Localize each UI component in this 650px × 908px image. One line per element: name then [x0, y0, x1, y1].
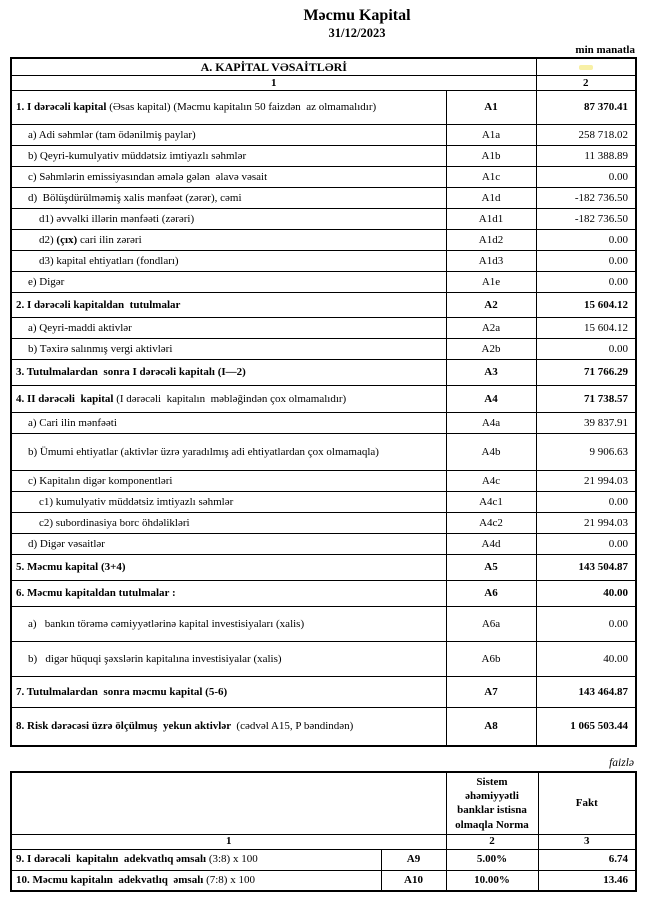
- row-label-text: b) Ümumi ehtiyatlar (aktivlər üzrə yaradılmış adi ehtiyatlardan çox olmamaqla): [28, 445, 379, 458]
- row-label-text: a) Qeyri-maddi aktivlər: [28, 321, 132, 334]
- row-label: [11, 607, 446, 642]
- row-value: 39 837.91: [536, 413, 636, 434]
- ratio-column-number-row: [11, 834, 636, 849]
- row-code: A5: [446, 555, 536, 581]
- row-value: 0.00: [536, 492, 636, 513]
- row-label: [11, 251, 446, 272]
- row-value: 11 388.89: [536, 146, 636, 167]
- col-number-value: 2: [536, 76, 636, 91]
- row-value: 0.00: [536, 230, 636, 251]
- row-label-bold-text: 10. Məcmu kapitalın adekvatlıq əmsalı: [16, 874, 207, 887]
- row-label: [11, 272, 446, 293]
- report-date: 31/12/2023: [328, 26, 386, 41]
- row-label: [11, 146, 446, 167]
- row-value: 40.00: [536, 642, 636, 677]
- row-label: [11, 471, 446, 492]
- ratio-table: [10, 771, 637, 893]
- capital-table-body: [11, 91, 636, 746]
- row-label-text: a) Adi səhmlər (tam ödənilmiş paylar): [28, 128, 196, 141]
- row-label: [11, 492, 446, 513]
- row-label: [11, 413, 446, 434]
- table-row: [11, 293, 636, 318]
- row-code: A2: [446, 293, 536, 318]
- row-label-text: (7:8) x 100: [206, 874, 255, 887]
- row-label-text: b) Qeyri-kumulyativ müddətsiz imtiyazlı səhmlər: [28, 149, 247, 162]
- row-label: [11, 188, 446, 209]
- row-label: [11, 581, 446, 607]
- row-label: [11, 360, 446, 386]
- row-label: [11, 849, 381, 870]
- table-row: [11, 91, 636, 125]
- row-value: 0.00: [536, 534, 636, 555]
- row-code: A1d2: [446, 230, 536, 251]
- row-code: A8: [446, 708, 536, 746]
- row-label-bold-text: 6. Məcmu kapitaldan tutulmalar :: [16, 587, 176, 600]
- table-row: [11, 849, 636, 870]
- row-value: 15 604.12: [536, 318, 636, 339]
- row-code: A1: [446, 91, 536, 125]
- row-code: A2b: [446, 339, 536, 360]
- row-code: A4: [446, 386, 536, 413]
- highlight-mark: [579, 65, 593, 70]
- ratio-col-number-fakt: 3: [538, 834, 636, 849]
- table-row: [11, 642, 636, 677]
- table-row: [11, 413, 636, 434]
- row-code: A10: [381, 870, 446, 891]
- row-label-text: (cədvəl A15, P bəndindən): [236, 720, 354, 733]
- row-label-text: d1) əvvəlki illərin mənfəəti (zərəri): [39, 212, 195, 225]
- row-label-text: d2): [39, 233, 57, 246]
- table-row: [11, 677, 636, 708]
- row-fakt-value: 13.46: [538, 870, 636, 891]
- column-number-row: [11, 76, 636, 91]
- row-value: 40.00: [536, 581, 636, 607]
- table-row: [11, 125, 636, 146]
- row-label: [11, 677, 446, 708]
- row-code: A1a: [446, 125, 536, 146]
- table-row: [11, 607, 636, 642]
- table-row: [11, 360, 636, 386]
- capital-table: [10, 57, 637, 747]
- row-label: [11, 642, 446, 677]
- table-row: [11, 492, 636, 513]
- row-label-text: (3:8) x 100: [208, 853, 258, 866]
- table-row: [11, 167, 636, 188]
- row-fakt-value: 6.74: [538, 849, 636, 870]
- row-label-bold-text: 7. Tutulmalardan sonra məcmu kapital (5-6): [16, 685, 228, 698]
- row-label-text: a) Cari ilin mənfəəti: [28, 416, 117, 429]
- col-number-label: 1: [11, 76, 536, 91]
- row-norma-value: 10.00%: [446, 870, 538, 891]
- row-value: 71 766.29: [536, 360, 636, 386]
- row-label-text: d3) kapital ehtiyatları (fondları): [39, 254, 179, 267]
- row-code: A1e: [446, 272, 536, 293]
- row-value: -182 736.50: [536, 188, 636, 209]
- table-row: [11, 471, 636, 492]
- row-code: A4c1: [446, 492, 536, 513]
- row-label-text: b) digər hüquqi şəxslərin kapitalına investisiyalar (xalis): [28, 652, 282, 665]
- table-row: [11, 581, 636, 607]
- row-value: 21 994.03: [536, 471, 636, 492]
- table-row: [11, 708, 636, 746]
- row-label-text: e) Digər: [28, 275, 65, 288]
- row-value: 87 370.41: [536, 91, 636, 125]
- table-row: [11, 272, 636, 293]
- section-header: A. KAPİTAL VƏSAİTLƏRİ: [11, 58, 536, 76]
- fakt-header: Fakt: [538, 772, 636, 835]
- row-label: [11, 167, 446, 188]
- ratio-header-empty-cell: [11, 772, 446, 835]
- row-label-text: d) Digər vəsaitlər: [28, 537, 105, 550]
- row-value: -182 736.50: [536, 209, 636, 230]
- table-row: [11, 339, 636, 360]
- row-label-bold-text: 8. Risk dərəcəsi üzrə ölçülmuş yekun aktivlər: [16, 720, 237, 733]
- ratio-col-number-norma: 2: [446, 834, 538, 849]
- row-value: 71 738.57: [536, 386, 636, 413]
- table-row: [11, 209, 636, 230]
- row-label-text: c) Kapitalın digər komponentləri: [28, 474, 173, 487]
- row-code: A4c: [446, 471, 536, 492]
- page-title: Məcmu Kapital: [303, 7, 411, 24]
- ratio-table-body: [11, 849, 636, 891]
- table-row: [11, 251, 636, 272]
- row-code: A2a: [446, 318, 536, 339]
- section-header-row: [11, 58, 636, 76]
- row-label: [11, 870, 381, 891]
- row-label-bold-text: (çıx): [56, 233, 78, 246]
- section-header-empty-cell: [536, 58, 636, 76]
- row-label-text: c1) kumulyativ müddətsiz imtiyazlı səhmlər: [39, 495, 234, 508]
- row-label-text: d) Bölüşdürülməmiş xalis mənfəət (zərər), cəmi: [28, 191, 242, 204]
- row-label-bold-text: 5. Məcmu kapital (3+4): [16, 561, 126, 574]
- row-value: 1 065 503.44: [536, 708, 636, 746]
- row-label: [11, 513, 446, 534]
- row-value: 0.00: [536, 607, 636, 642]
- row-code: A4d: [446, 534, 536, 555]
- row-label: [11, 434, 446, 471]
- unit-note: min manatla: [575, 43, 635, 56]
- table-row: [11, 534, 636, 555]
- table-row: [11, 146, 636, 167]
- row-label-bold-text: 1. I dərəcəli kapital: [16, 101, 110, 114]
- row-label-bold-text: 9. I dərəcəli kapitalın adekvatlıq əmsalı: [16, 853, 209, 866]
- row-code: A1c: [446, 167, 536, 188]
- row-label-text: c) Səhmlərin emissiyasından əmələ gələn əlavə vəsait: [28, 170, 268, 183]
- table-row: [11, 386, 636, 413]
- row-label: [11, 293, 446, 318]
- row-value: 15 604.12: [536, 293, 636, 318]
- table-row: [11, 555, 636, 581]
- row-code: A7: [446, 677, 536, 708]
- row-value: 0.00: [536, 339, 636, 360]
- row-value: 258 718.02: [536, 125, 636, 146]
- row-label-text: c2) subordinasiya borc öhdəlikləri: [39, 516, 190, 529]
- row-label: [11, 708, 446, 746]
- row-code: A6: [446, 581, 536, 607]
- row-label: [11, 230, 446, 251]
- row-value: 143 504.87: [536, 555, 636, 581]
- row-code: A6b: [446, 642, 536, 677]
- row-code: A4a: [446, 413, 536, 434]
- row-code: A6a: [446, 607, 536, 642]
- table-row: [11, 870, 636, 891]
- row-code: A4b: [446, 434, 536, 471]
- row-value: 21 994.03: [536, 513, 636, 534]
- row-value: 143 464.87: [536, 677, 636, 708]
- row-label-text: b) Təxirə salınmış vergi aktivləri: [28, 342, 173, 355]
- row-label: [11, 534, 446, 555]
- row-label-text: (I dərəcəli kapitalın məbləğindən çox olmamalıdır): [116, 392, 347, 405]
- table-row: [11, 513, 636, 534]
- percent-note: faizlə: [609, 756, 634, 769]
- row-code: A1d1: [446, 209, 536, 230]
- row-code: A9: [381, 849, 446, 870]
- row-code: A4c2: [446, 513, 536, 534]
- row-label: [11, 91, 446, 125]
- ratio-col-number-label: 1: [11, 834, 446, 849]
- row-code: A1b: [446, 146, 536, 167]
- row-label-bold-text: 4. II dərəcəli kapital: [16, 392, 117, 405]
- row-label: [11, 125, 446, 146]
- row-label-text: cari ilin zərəri: [77, 233, 142, 246]
- row-value: 0.00: [536, 251, 636, 272]
- row-code: A1d3: [446, 251, 536, 272]
- ratio-header-row: [11, 772, 636, 835]
- row-label-text: (Əsas kapital) (Məcmu kapitalın 50 faizdən az olmamalıdır): [109, 101, 377, 114]
- row-value: 0.00: [536, 167, 636, 188]
- row-label: [11, 555, 446, 581]
- row-code: A3: [446, 360, 536, 386]
- table-row: [11, 434, 636, 471]
- row-label: [11, 339, 446, 360]
- row-label: [11, 386, 446, 413]
- table-row: [11, 188, 636, 209]
- row-value: 0.00: [536, 272, 636, 293]
- norma-header: Sistem əhəmiyyətli banklar istisna olmaqla Norma: [446, 772, 538, 835]
- row-label-bold-text: 3. Tutulmalardan sonra I dərəcəli kapitalı (I—2): [16, 366, 246, 379]
- table-row: [11, 318, 636, 339]
- row-label-bold-text: 2. I dərəcəli kapitaldan tutulmalar: [16, 298, 181, 311]
- row-label: [11, 318, 446, 339]
- row-label: [11, 209, 446, 230]
- row-norma-value: 5.00%: [446, 849, 538, 870]
- row-code: A1d: [446, 188, 536, 209]
- row-value: 9 906.63: [536, 434, 636, 471]
- table-row: [11, 230, 636, 251]
- row-label-text: a) bankın törəmə cəmiyyətlərinə kapital investisiyaları (xalis): [28, 617, 305, 630]
